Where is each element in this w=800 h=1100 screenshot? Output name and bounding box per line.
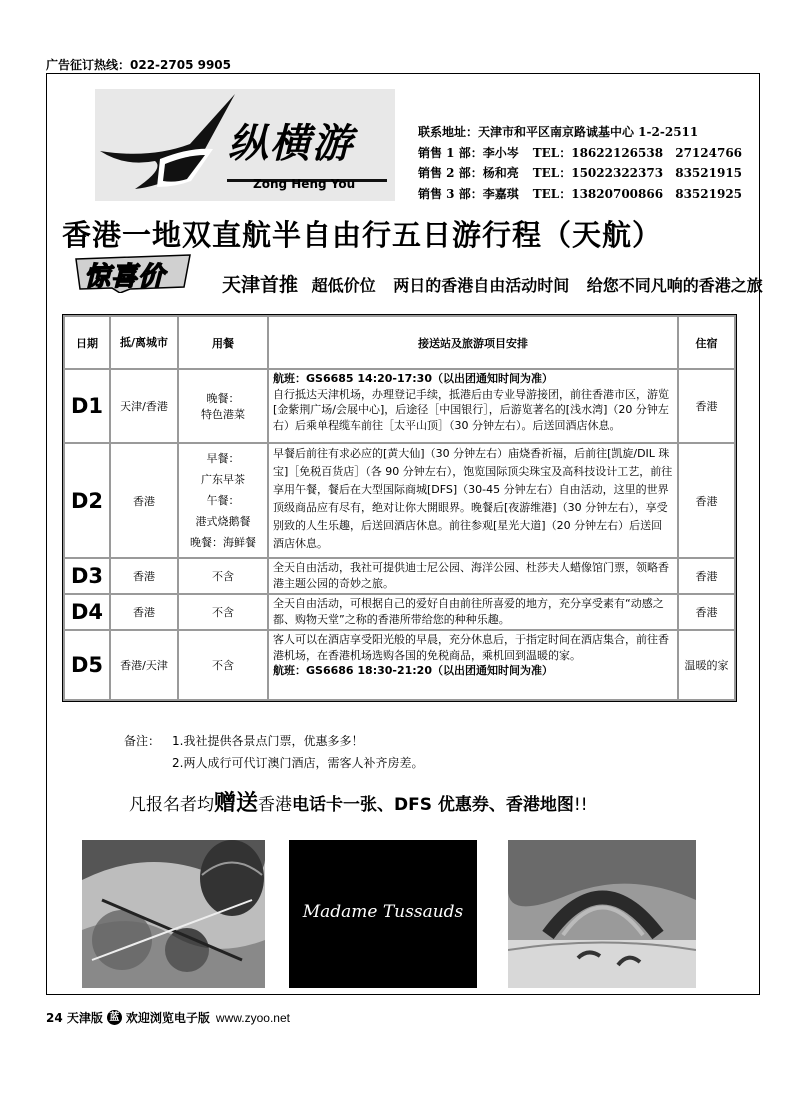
tel-mobile: 18622126538 xyxy=(571,145,664,160)
gift-pre: 凡报名者均 xyxy=(129,795,214,815)
day-hotel: 香港 xyxy=(679,444,734,557)
day-hotel: 温暖的家 xyxy=(679,631,734,699)
desc-text: 全天自由活动，可根据自己的爱好自由前往所喜爱的地方，充分享受素有“动感之都、购物天堂”之称的香港所带给您的种种乐趣。 xyxy=(273,597,664,626)
header-city: 抵/离城市 xyxy=(111,317,177,368)
header-day: 日期 xyxy=(65,317,109,368)
day-label: D4 xyxy=(65,595,109,629)
day-meal: 不含 xyxy=(179,595,267,629)
edition: 天津版 xyxy=(66,1011,103,1025)
day-desc xyxy=(269,559,677,593)
promo-lead: 天津首推 xyxy=(222,274,299,296)
brand-name-en: Zong Heng You xyxy=(253,177,356,191)
tel-mobile: 13820700866 xyxy=(571,186,664,201)
gift-line xyxy=(129,786,588,817)
day-desc xyxy=(269,595,677,629)
page-number: 24 xyxy=(46,1010,63,1025)
day-city: 天津/香港 xyxy=(111,370,177,442)
itinerary-table xyxy=(62,314,737,702)
note-item: 1.我社提供各景点门票，优惠多多！ xyxy=(172,734,364,748)
day-label: D5 xyxy=(65,631,109,699)
day-meal: 不含 xyxy=(179,559,267,593)
gift-big: 赠送 xyxy=(214,791,259,816)
day-hotel: 香港 xyxy=(679,559,734,593)
sales-dept: 销售 2 部：杨和亮 xyxy=(418,166,519,180)
surprise-price-badge: 惊喜价 xyxy=(84,262,166,292)
day-label: D3 xyxy=(65,559,109,593)
website-link[interactable]: www.zyoo.net xyxy=(215,1010,290,1025)
day-desc xyxy=(269,370,677,442)
page-footer xyxy=(46,1009,290,1026)
gift-items: 电话卡一张、DFS 优惠券、香港地图 xyxy=(292,795,574,815)
sales-dept: 销售 3 部：李嘉琪 xyxy=(418,186,519,201)
tel-landline: 27124766 xyxy=(675,145,743,160)
day-hotel: 香港 xyxy=(679,370,734,442)
day-label: D1 xyxy=(65,370,109,442)
header-hotel: 住宿 xyxy=(679,317,734,368)
desc-text: 全天自由活动，我社可提供迪士尼公园、海洋公园、杜莎夫人蜡像馆门票，领略香港主题公园的奇妙之旅。 xyxy=(273,561,669,590)
tel-label: TEL： xyxy=(532,145,572,160)
day-desc xyxy=(269,444,677,557)
gift-end: !! xyxy=(573,795,588,815)
day-desc xyxy=(269,631,677,699)
disneyland-photo xyxy=(82,840,265,988)
day-meal: 不含 xyxy=(179,631,267,699)
day-city: 香港 xyxy=(111,559,177,593)
ad-hotline: 广告征订热线：022-2705 9905 xyxy=(46,58,232,72)
contact-block xyxy=(418,122,742,204)
flight-info: 航班：GS6685 14:20-17:30（以出团通知时间为准） xyxy=(273,372,553,385)
desc-text: 自行抵达天津机场，办理登记手续，抵港后由专业导游接团，前往香港市区，游览[金紫荆广场/会展中心]，后途径［中国银行］，后游览著名的[浅水湾]（20 分钟左右）后乘单程缆车前往［太平山顶］（30 分钟左右）。后送回酒店休息。 xyxy=(273,387,669,432)
tel-landline: 83521915 xyxy=(675,166,743,180)
edition-circle-icon: 蓝 xyxy=(107,1010,122,1025)
day-city: 香港 xyxy=(111,444,177,557)
header-meal: 用餐 xyxy=(179,317,267,368)
brand-name: 纵横游 xyxy=(228,121,354,167)
day-city: 香港/天津 xyxy=(111,631,177,699)
tussauds-logo: Madame Tussauds xyxy=(302,902,464,922)
day-label: D2 xyxy=(65,444,109,557)
day-city: 香港 xyxy=(111,595,177,629)
sales-line xyxy=(418,143,742,164)
notes-label: 备注： xyxy=(124,734,161,748)
promo-item: 超低价位 xyxy=(311,276,376,295)
tel-label: TEL： xyxy=(532,186,572,201)
tel-landline: 83521925 xyxy=(675,186,743,201)
promo-item: 给您不同凡响的香港之旅 xyxy=(586,276,763,295)
footer-text: 欢迎浏览电子版 xyxy=(125,1011,210,1025)
day-hotel: 香港 xyxy=(679,595,734,629)
gift-mid: 香港 xyxy=(258,795,293,815)
header-desc: 接送站及旅游项目安排 xyxy=(269,317,677,368)
day-meal: 早餐： 广东早茶 午餐： 港式烧鹅餐 晚餐：海鲜餐 xyxy=(179,444,267,557)
contact-address: 联系地址：天津市和平区南京路诚基中心 1-2-2511 xyxy=(418,125,699,139)
page-title: 香港一地双直航半自由行五日游行程（天航） xyxy=(62,218,663,252)
sales-line xyxy=(418,163,742,184)
madame-tussauds-photo xyxy=(289,840,477,988)
flight-info: 航班：GS6686 18:30-21:20（以出团通知时间为准） xyxy=(273,664,553,678)
desc-text: 客人可以在酒店享受阳光般的早晨，充分休息后，于指定时间在酒店集合，前往香港机场，在香港机场选购各国的免税商品，乘机回到温暖的家。 xyxy=(273,633,669,662)
promo-item: 两日的香港自由活动时间 xyxy=(393,276,570,295)
sales-line xyxy=(418,184,742,205)
desc-text: 早餐后前往有求必应的[黄大仙]（30 分钟左右）庙烧香祈福，后前往[凯旋/DIL 珠宝]［免税百货店］（各 90 分钟左右），饱览国际顶尖珠宝及高科技设计工艺，前往享用午餐，餐后在大型国际商城[DFS]（30-45 分钟左右）自由活动，这里的世界顶级商品应有尽有，绝对让你大開眼界。晚餐后[夜游维港]（30 分钟左右），享受别致的人生乐趣，后送回酒店休息。前往参观[星光大道]（20 分钟左右）后送回酒店休息。 xyxy=(273,447,673,550)
sales-dept: 销售 1 部：李小岑 xyxy=(418,145,519,160)
ocean-park-photo xyxy=(508,840,696,988)
tel-label: TEL： xyxy=(532,166,572,180)
tel-mobile: 15022322373 xyxy=(571,166,664,180)
day-meal: 晚餐： 特色港菜 xyxy=(179,370,267,442)
note-item: 2.两人成行可代订澳门酒店，需客人补齐房差。 xyxy=(172,756,424,770)
notes xyxy=(124,730,423,774)
promo-line xyxy=(222,270,775,297)
